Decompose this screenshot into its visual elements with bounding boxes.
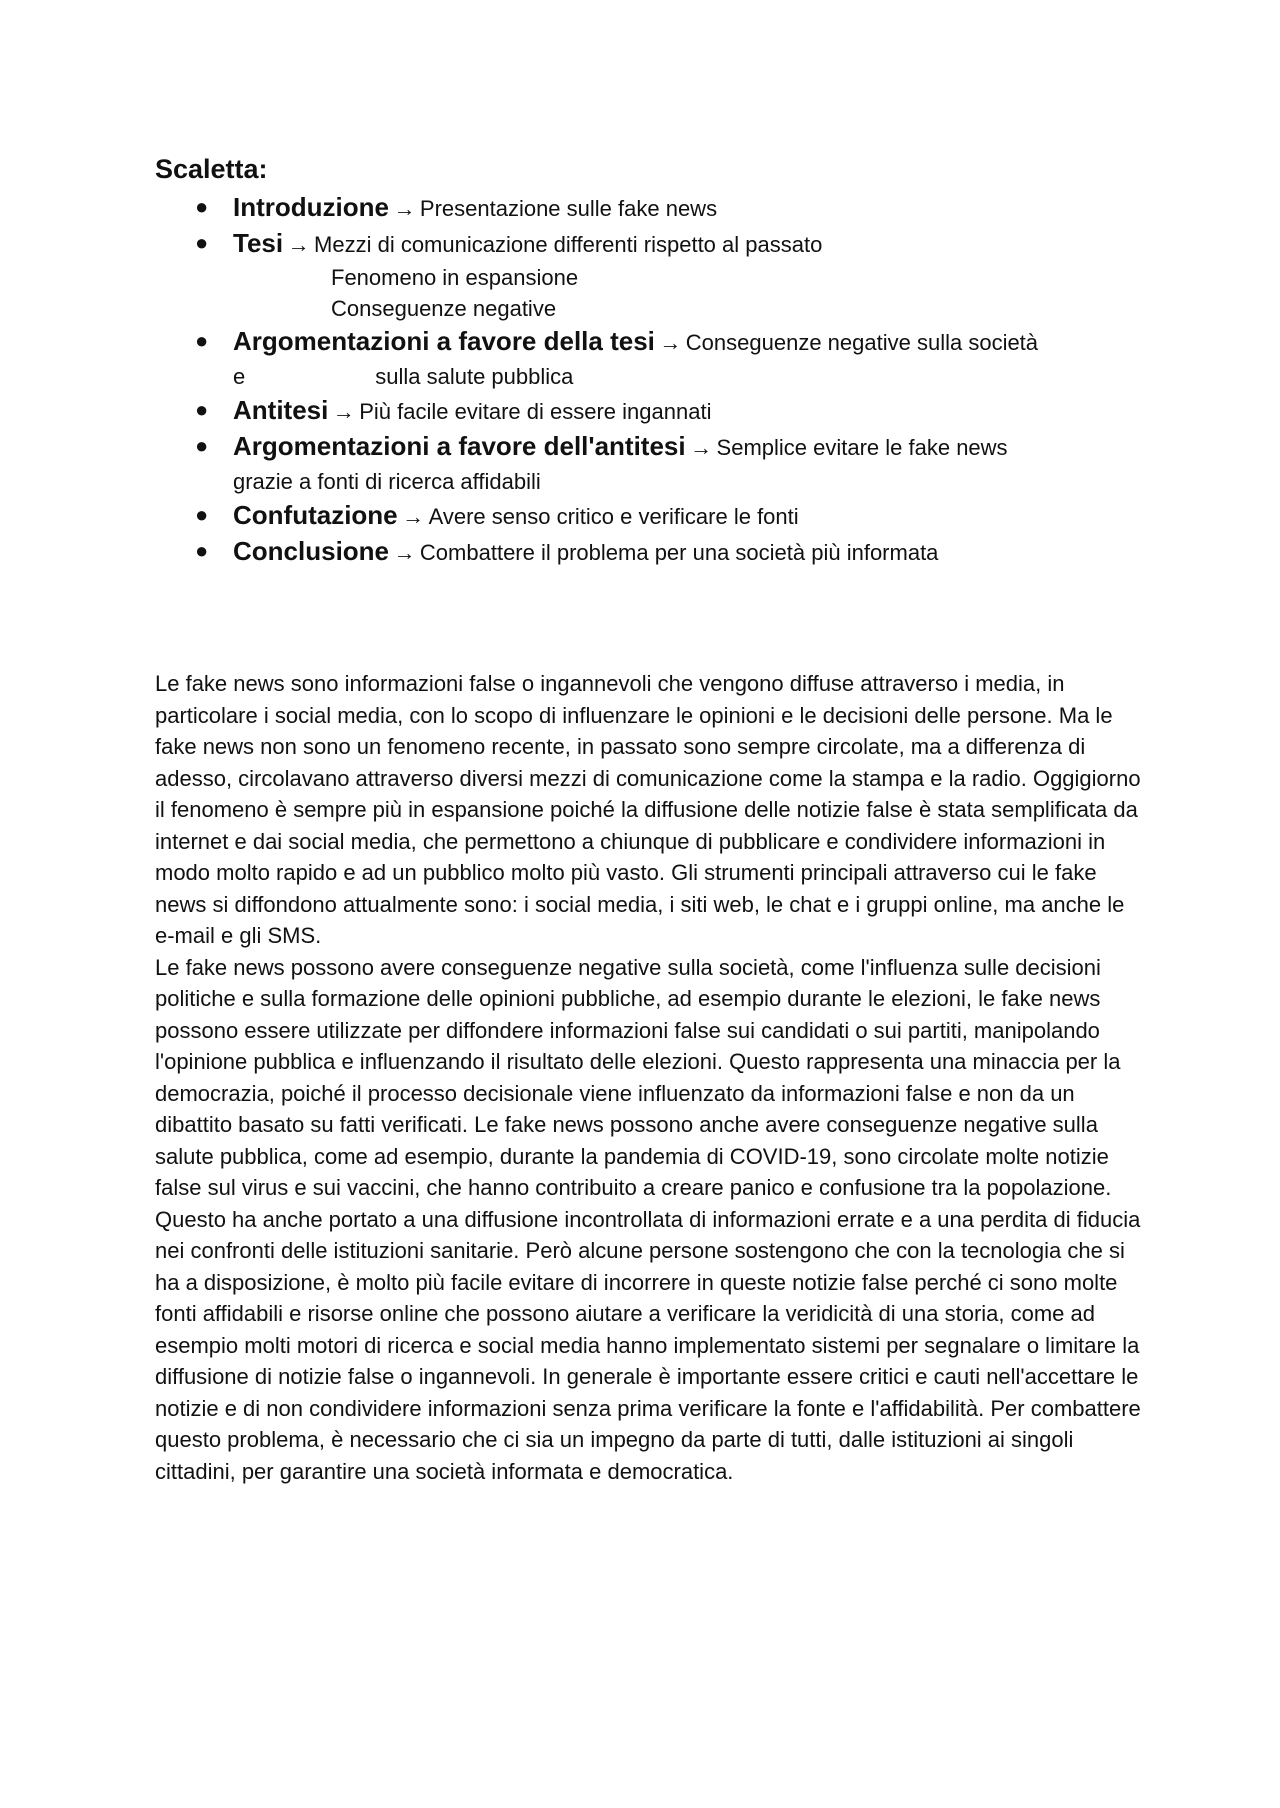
outline-item-heading: Argomentazioni a favore dell'antitesi	[233, 431, 686, 461]
right-arrow-icon: →	[402, 504, 425, 529]
outline-item-continuation: grazie a fonti di ricerca affidabili	[233, 469, 541, 494]
essay-body	[155, 668, 1145, 1487]
bullet-icon: ●	[195, 230, 209, 255]
bullet-icon: ●	[195, 433, 209, 458]
outline-item-subpoint: Fenomeno in espansione	[331, 265, 579, 290]
outline-item-description: Mezzi di comunicazione differenti rispetto al passato	[314, 232, 823, 257]
outline-item-heading: Argomentazioni a favore della tesi	[233, 326, 655, 356]
right-arrow-icon: →	[332, 399, 355, 424]
outline-item-heading: Introduzione	[233, 192, 389, 222]
outline-item-argomentazioni-tesi	[155, 324, 1135, 393]
outline-item-description: Avere senso critico e verificare le fonti	[428, 504, 799, 529]
outline-item-heading: Conclusione	[233, 536, 390, 566]
essay-paragraph: Le fake news sono informazioni false o ingannevoli che vengono diffuse attraverso i media, in particolare i social media, con lo scopo di influenzare le opinioni e le decisioni delle persone. Ma le fake news non sono un fenomeno recente, in passato sono sempre circolate, ma a differenza di adesso, circolavano attraverso diversi mezzi di comunicazione come la stampa e la radio. Oggigiorno il fenomeno è sempre più in espansione poiché la diffusione delle notizie false è stata semplificata da internet e dai social media, che permettono a chiunque di pubblicare e condividere informazioni in modo molto rapido e ad un pubblico molto più vasto. Gli strumenti principali attraverso cui le fake news si diffondono attualmente sono: i social media, i siti web, le chat e i gruppi online, ma anche le e-mail e gli SMS.	[155, 671, 1141, 948]
continuation-start: e	[233, 364, 246, 389]
outline-item-heading: Antitesi	[233, 395, 329, 425]
outline-item-description: Più facile evitare di essere ingannati	[359, 399, 712, 424]
outline-list	[155, 190, 1135, 570]
outline-item-confutazione	[155, 498, 1135, 534]
essay-paragraph: Le fake news possono avere conseguenze negative sulla società, come l'influenza sulle decisioni politiche e sulla formazione delle opinioni pubbliche, ad esempio durante le elezioni, le fake news possono essere utilizzate per diffondere informazioni false sui candidati o sui partiti, manipolando l'opinione pubblica e influenzando il risultato delle elezioni. Questo rappresenta una minaccia per la democrazia, poiché il processo decisionale viene influenzato da informazioni false e non da un dibattito basato su fatti verificati. Le fake news possono anche avere conseguenze negative sulla salute pubblica, come ad esempio, durante la pandemia di COVID-19, sono circolate molte notizie false sul virus e sui vaccini, che hanno contribuito a creare panico e confusione tra la popolazione. Questo ha anche portato a una diffusione incontrollata di informazioni errate e a una perdita di fiducia nei confronti delle istituzioni sanitarie. Però alcune persone sostengono che con la tecnologia che si ha a disposizione, è molto più facile evitare di incorrere in queste notizie false perché ci sono molte fonti affidabili e risorse online che possono aiutare a verificare la veridicità di una storia, come ad esempio molti motori di ricerca e social media hanno implementato sistemi per segnalare o limitare la diffusione di notizie false o ingannevoli. In generale è importante essere critici e cauti nell'accettare le notizie e di non condividere informazioni senza prima verificare la fonte e l'affidabilità. Per combattere questo problema, è necessario che ci sia un impegno da parte di tutti, dalle istituzioni ai singoli cittadini, per garantire una società informata e democratica.	[155, 954, 1141, 1484]
outline-item-continuation	[233, 360, 1135, 393]
bullet-icon: ●	[195, 538, 209, 563]
outline-item-description: Presentazione sulle fake news	[419, 196, 718, 221]
bullet-icon: ●	[195, 502, 209, 527]
right-arrow-icon: →	[393, 540, 416, 565]
right-arrow-icon: →	[287, 232, 310, 257]
right-arrow-icon: →	[393, 196, 416, 221]
outline-item-subpoint: Conseguenze negative	[331, 296, 557, 321]
outline-item-introduzione	[155, 190, 1135, 226]
outline-item-conclusione	[155, 534, 1135, 570]
outline-item-argomentazioni-antitesi	[155, 429, 1135, 498]
outline-item-heading: Tesi	[233, 228, 284, 258]
outline-item-description: Conseguenze negative sulla società	[685, 330, 1039, 355]
outline-item-tesi	[155, 226, 1135, 324]
continuation-end: sulla salute pubblica	[375, 364, 574, 389]
right-arrow-icon: →	[690, 435, 713, 460]
right-arrow-icon: →	[659, 330, 682, 355]
bullet-icon: ●	[195, 328, 209, 353]
outline-item-description: Semplice evitare le fake news	[716, 435, 1008, 460]
outline-item-description: Combattere il problema per una società più informata	[419, 540, 939, 565]
outline-item-heading: Confutazione	[233, 500, 398, 530]
outline-title: Scaletta:	[155, 154, 268, 184]
bullet-icon: ●	[195, 397, 209, 422]
bullet-icon: ●	[195, 194, 209, 219]
outline-item-antitesi	[155, 393, 1135, 429]
